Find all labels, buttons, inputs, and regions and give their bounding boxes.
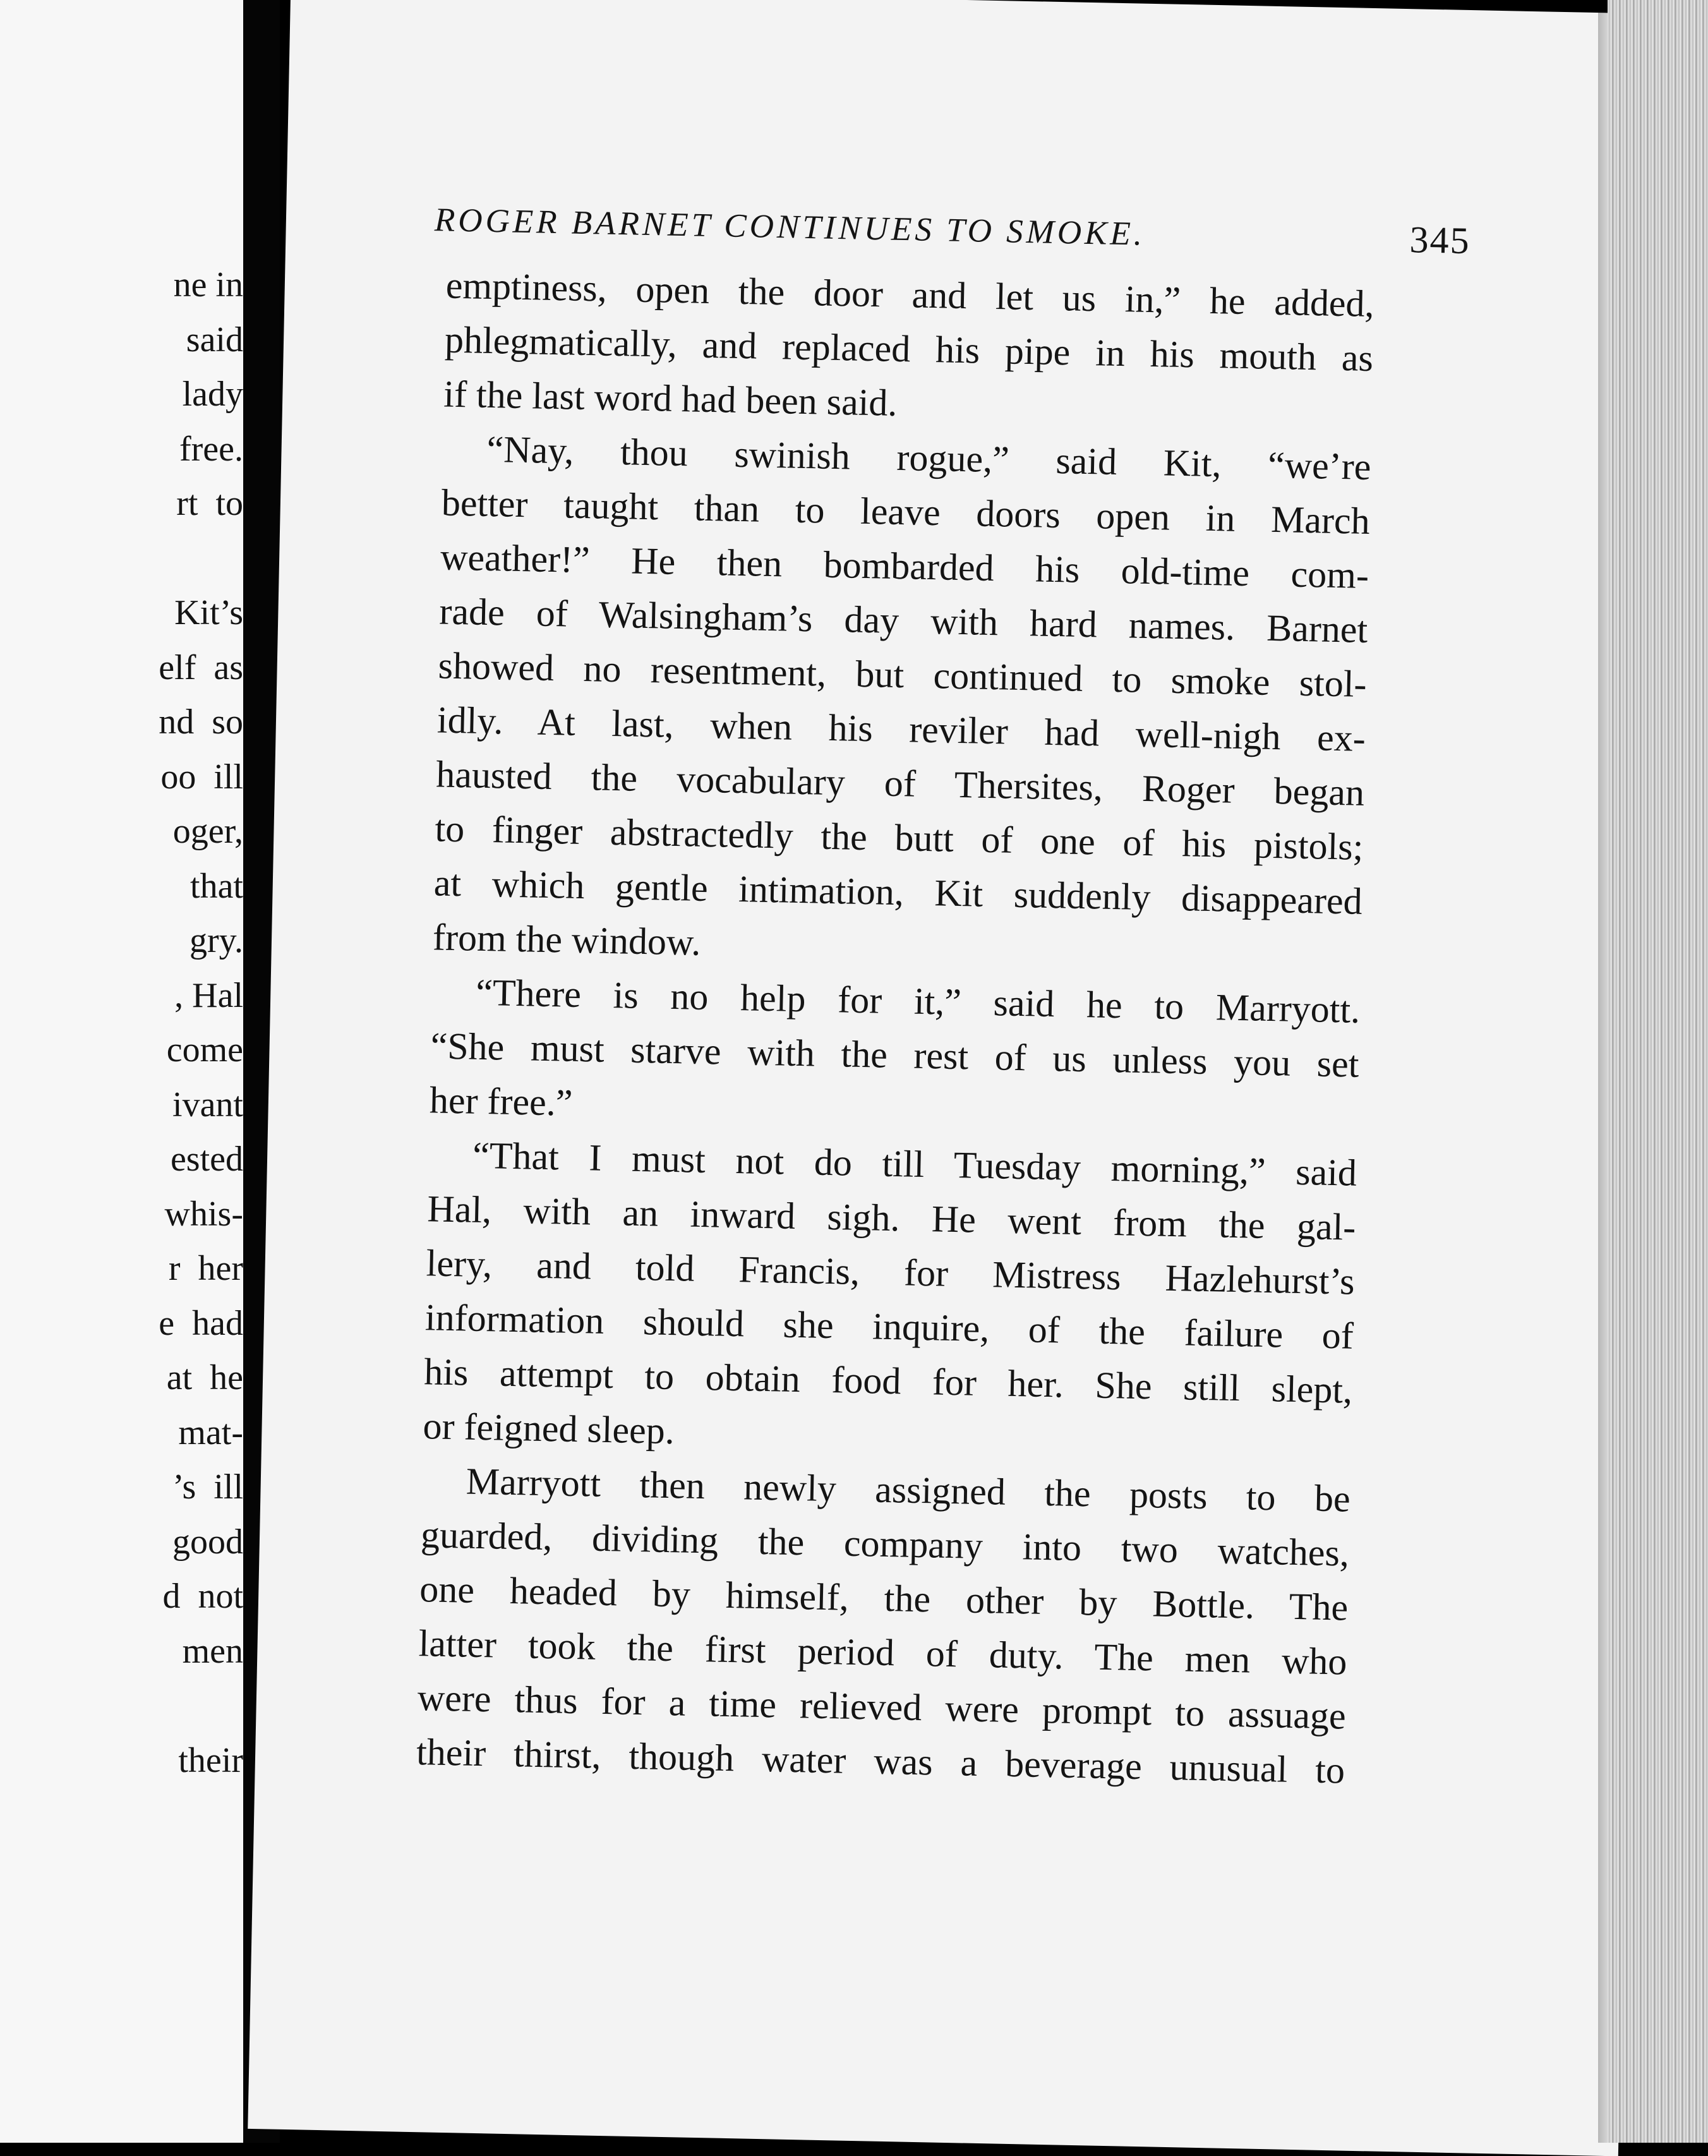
text-line: “Nay, thou swinish rogue,” said Kit, “we’re bbox=[486, 428, 1372, 488]
left-line: ne in bbox=[173, 265, 243, 304]
left-line: oo ill bbox=[160, 757, 243, 797]
text-line: her free.” bbox=[429, 1079, 574, 1124]
left-line: , Hal bbox=[174, 975, 243, 1015]
left-line: r her bbox=[168, 1249, 243, 1288]
page-number: 345 bbox=[1409, 219, 1471, 262]
text-line: guarded, dividing the company into two watches, bbox=[420, 1514, 1350, 1574]
text-line: to finger abstractedly the butt of one of his pistols; bbox=[434, 807, 1364, 868]
left-line: whis- bbox=[164, 1194, 243, 1234]
left-line: nd so bbox=[159, 702, 243, 742]
book-page-edges bbox=[1608, 0, 1708, 2143]
text-line: information should she inquire, of the failure of bbox=[424, 1296, 1354, 1357]
text-line: rade of Walsingham’s day with hard names. Barnet bbox=[438, 590, 1368, 651]
text-line: phlegmatically, and replaced his pipe in his mouth as bbox=[444, 318, 1374, 380]
left-line: lady bbox=[182, 375, 243, 414]
left-line: ivant bbox=[172, 1085, 243, 1124]
left-line: their bbox=[178, 1740, 243, 1780]
left-line: men bbox=[182, 1631, 243, 1671]
left-line: rt to bbox=[176, 484, 243, 523]
left-line: mat- bbox=[178, 1412, 243, 1452]
text-line: at which gentle intimation, Kit suddenly disappeared bbox=[433, 862, 1363, 922]
text-line: emptiness, open the door and let us in,” he added, bbox=[445, 264, 1375, 325]
text-line: better taught than to leave doors open in March bbox=[441, 481, 1371, 542]
text-line: were thus for a time relieved were prompt to assuage bbox=[417, 1677, 1347, 1737]
left-line: ’s ill bbox=[172, 1467, 243, 1507]
left-line: elf as bbox=[159, 647, 243, 687]
text-line: if the last word had been said. bbox=[443, 373, 898, 424]
left-line: ested bbox=[170, 1140, 243, 1179]
left-line: at he bbox=[166, 1358, 243, 1397]
text-line: Hal, with an inward sigh. He went from the gal- bbox=[426, 1188, 1356, 1248]
right-page bbox=[248, 0, 1661, 2156]
text-line: weather!” He then bombarded his old-time com- bbox=[440, 536, 1369, 596]
text-line: their thirst, though water was a beverage unusual to bbox=[416, 1731, 1345, 1792]
left-line: good bbox=[172, 1522, 243, 1562]
left-line: that bbox=[190, 866, 243, 906]
text-line: idly. At last, when his reviler had well-nigh ex- bbox=[436, 699, 1366, 759]
running-head bbox=[434, 198, 1470, 263]
text-line: from the window. bbox=[432, 916, 702, 963]
text-line: lery, and told Francis, for Mistress Hazlehurst’s bbox=[426, 1242, 1356, 1303]
left-line: e had bbox=[159, 1303, 243, 1343]
text-line: hausted the vocabulary of Thersites, Roger began bbox=[435, 753, 1365, 814]
left-line: oger, bbox=[172, 812, 243, 851]
left-page-fragment bbox=[0, 0, 245, 2143]
text-line: “That I must not do till Tuesday morning,” said bbox=[472, 1134, 1357, 1194]
left-line: Kit’s bbox=[174, 593, 243, 632]
text-line: showed no resentment, but continued to smoke stol- bbox=[438, 644, 1368, 705]
left-line: gry. bbox=[189, 921, 243, 960]
left-page-text bbox=[0, 258, 243, 1788]
left-line bbox=[149, 531, 245, 586]
text-line: one headed by himself, the other by Bottle. The bbox=[419, 1568, 1349, 1629]
left-line: come bbox=[166, 1030, 243, 1069]
left-line: said bbox=[186, 320, 243, 359]
left-line: free. bbox=[179, 429, 243, 469]
text-line: latter took the first period of duty. The men who bbox=[418, 1622, 1348, 1683]
text-line: Marryott then newly assigned the posts to be bbox=[466, 1460, 1351, 1520]
left-line: d not bbox=[162, 1577, 243, 1616]
text-line: “There is no help for it,” said he to Marryott. bbox=[475, 971, 1361, 1031]
text-line: or feigned sleep. bbox=[422, 1405, 675, 1452]
body-text bbox=[416, 258, 1374, 1798]
text-line: his attempt to obtain food for her. She still slept, bbox=[423, 1351, 1353, 1411]
text-line: “She must starve with the rest of us unless you set bbox=[430, 1025, 1360, 1085]
running-title: ROGER BARNET CONTINUES TO SMOKE. bbox=[434, 202, 1146, 253]
left-line bbox=[149, 1678, 245, 1733]
